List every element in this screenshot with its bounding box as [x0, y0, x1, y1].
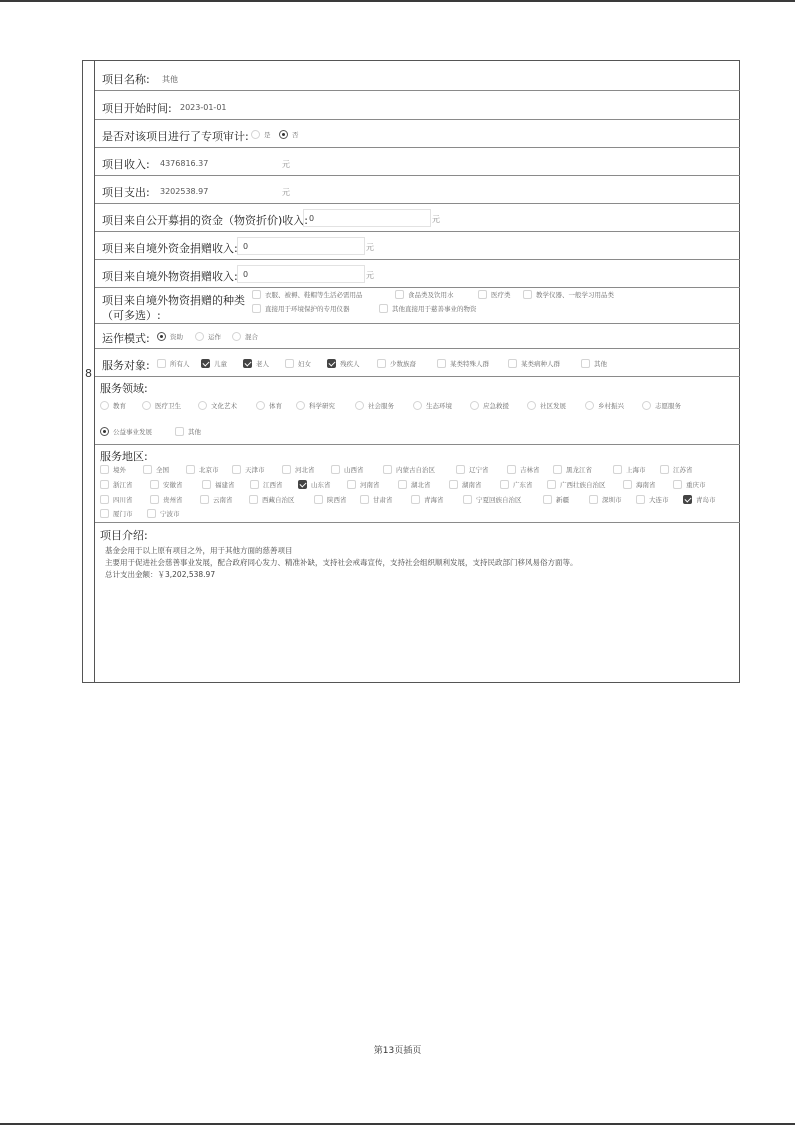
foreign-fund-row	[95, 232, 740, 260]
region-option[interactable]: 吉林省	[507, 465, 540, 474]
radio-icon	[198, 401, 207, 410]
region-option[interactable]: 北京市	[186, 465, 219, 474]
checkbox-icon	[411, 495, 420, 504]
region-option[interactable]: 湖南省	[449, 480, 482, 489]
operation-mode-label: 运作模式:	[102, 332, 150, 345]
checkbox-icon	[150, 480, 159, 489]
public-fund-unit: 元	[432, 215, 440, 224]
checkbox-icon	[147, 509, 156, 518]
checkbox-icon	[100, 480, 109, 489]
foreign-goods-label: 项目来自境外物资捐赠收入:	[102, 270, 238, 283]
goods-type-option[interactable]: 食品类及饮用水	[395, 290, 454, 299]
checkbox-icon	[314, 495, 323, 504]
region-option[interactable]: 湖北省	[398, 480, 431, 489]
scan-bottom-border	[0, 1123, 795, 1125]
introduction-line: 总计支出金额：￥3,202,538.97	[105, 570, 216, 579]
foreign-fund-input[interactable]: 0	[237, 237, 365, 255]
start-time-value: 2023-01-01	[180, 103, 227, 112]
region-option[interactable]: 黑龙江省	[553, 465, 592, 474]
region-option[interactable]: 天津市	[232, 465, 265, 474]
region-option[interactable]: 河北省	[282, 465, 315, 474]
project-name-row	[95, 61, 740, 91]
radio-icon	[470, 401, 479, 410]
introduction-text	[105, 545, 578, 581]
checkbox-icon	[437, 359, 446, 368]
service-target-option[interactable]: 少数族裔	[377, 359, 416, 368]
operation-mode-option-fund[interactable]: 资助	[157, 332, 183, 341]
checkbox-checked-icon	[201, 359, 210, 368]
project-name-label: 项目名称:	[102, 73, 150, 86]
region-option[interactable]: 深圳市	[589, 495, 622, 504]
checkbox-icon	[589, 495, 598, 504]
checkbox-icon	[673, 480, 682, 489]
checkbox-icon	[347, 480, 356, 489]
page-footer: 第13页插页	[373, 1046, 422, 1056]
audit-option-no[interactable]: 否	[279, 130, 299, 139]
checkbox-icon	[150, 495, 159, 504]
region-option[interactable]: 青海省	[411, 495, 444, 504]
checkbox-icon	[282, 465, 291, 474]
checkbox-icon	[100, 509, 109, 518]
public-fund-row	[95, 204, 740, 232]
service-field-option[interactable]: 其他	[175, 427, 201, 436]
service-targets-row	[95, 349, 740, 377]
radio-icon	[232, 332, 241, 341]
service-regions-label: 服务地区:	[100, 450, 148, 463]
audit-row	[95, 120, 740, 148]
audit-option-yes[interactable]: 是	[251, 130, 271, 139]
checkbox-icon	[285, 359, 294, 368]
expense-unit: 元	[282, 188, 290, 197]
checkbox-icon	[581, 359, 590, 368]
radio-selected-icon	[100, 427, 109, 436]
service-fields-row	[95, 377, 740, 445]
expense-label: 项目支出:	[102, 186, 150, 199]
region-option[interactable]: 上海市	[613, 465, 646, 474]
region-option[interactable]: 广西壮族自治区	[547, 480, 606, 489]
checkbox-icon	[395, 290, 404, 299]
project-name-value: 其他	[162, 75, 178, 84]
checkbox-icon	[449, 480, 458, 489]
region-option[interactable]: 陕西省	[314, 495, 347, 504]
service-field-option[interactable]: 社区发展	[527, 401, 566, 410]
service-target-option[interactable]: 所有人	[157, 359, 190, 368]
service-targets-label: 服务对象:	[102, 359, 150, 372]
checkbox-icon	[100, 495, 109, 504]
checkbox-icon	[157, 359, 166, 368]
checkbox-checked-icon	[683, 495, 692, 504]
income-value: 4376816.37	[160, 159, 209, 168]
checkbox-icon	[507, 465, 516, 474]
region-option[interactable]: 四川省	[100, 495, 133, 504]
service-field-option[interactable]: 医疗卫生	[142, 401, 181, 410]
checkbox-icon	[553, 465, 562, 474]
introduction-label: 项目介绍:	[100, 529, 148, 542]
checkbox-icon	[360, 495, 369, 504]
region-option[interactable]: 广东省	[500, 480, 533, 489]
region-option[interactable]: 厦门市	[100, 509, 133, 518]
row-number: 8	[85, 367, 92, 380]
operation-mode-option-operate[interactable]: 运作	[195, 332, 221, 341]
service-field-option[interactable]: 乡村振兴	[585, 401, 624, 410]
region-option[interactable]: 云南省	[200, 495, 233, 504]
service-field-option[interactable]: 生态环境	[413, 401, 452, 410]
region-option[interactable]: 新疆	[543, 495, 569, 504]
introduction-row	[95, 523, 740, 683]
checkbox-icon	[543, 495, 552, 504]
region-option[interactable]: 全国	[143, 465, 169, 474]
region-option[interactable]: 重庆市	[673, 480, 706, 489]
radio-icon	[642, 401, 651, 410]
service-field-option[interactable]: 科学研究	[296, 401, 335, 410]
row-number-column	[83, 61, 95, 682]
goods-types-sublabel: （可多选）:	[102, 309, 161, 322]
foreign-fund-unit: 元	[366, 243, 374, 252]
introduction-line: 基金会用于以上原有项目之外，用于其他方面的慈善项目	[105, 546, 293, 555]
region-option[interactable]: 内蒙古自治区	[383, 465, 435, 474]
radio-icon	[142, 401, 151, 410]
service-target-option[interactable]: 老人	[243, 359, 269, 368]
foreign-goods-row	[95, 260, 740, 288]
radio-icon	[355, 401, 364, 410]
checkbox-icon	[398, 480, 407, 489]
radio-icon	[585, 401, 594, 410]
checkbox-checked-icon	[298, 480, 307, 489]
checkbox-checked-icon	[243, 359, 252, 368]
checkbox-icon	[377, 359, 386, 368]
region-option[interactable]: 江苏省	[660, 465, 693, 474]
start-time-label: 项目开始时间:	[102, 102, 172, 115]
region-option[interactable]: 山西省	[331, 465, 364, 474]
checkbox-checked-icon	[327, 359, 336, 368]
region-option[interactable]: 海南省	[623, 480, 656, 489]
radio-icon	[195, 332, 204, 341]
income-row	[95, 148, 740, 176]
expense-value: 3202538.97	[160, 187, 209, 196]
radio-icon	[413, 401, 422, 410]
region-option[interactable]: 甘肃省	[360, 495, 393, 504]
service-target-option[interactable]: 某类特殊人群	[437, 359, 489, 368]
region-option[interactable]: 贵州省	[150, 495, 183, 504]
checkbox-icon	[660, 465, 669, 474]
goods-types-row	[95, 288, 740, 324]
checkbox-icon	[463, 495, 472, 504]
checkbox-icon	[186, 465, 195, 474]
checkbox-icon	[500, 480, 509, 489]
service-target-option[interactable]: 某类病种人群	[508, 359, 560, 368]
operation-mode-option-mixed[interactable]: 混合	[232, 332, 258, 341]
public-fund-input[interactable]: 0	[303, 209, 431, 227]
checkbox-icon	[250, 480, 259, 489]
goods-type-option[interactable]: 其他直接用于慈善事业的物资	[379, 304, 477, 313]
region-option[interactable]: 境外	[100, 465, 126, 474]
public-fund-label: 项目来自公开募捐的资金（物资折价)收入:	[102, 214, 308, 227]
audit-label: 是否对该项目进行了专项审计:	[102, 130, 249, 143]
radio-selected-icon	[157, 332, 166, 341]
expense-row	[95, 176, 740, 204]
checkbox-icon	[636, 495, 645, 504]
region-option[interactable]: 大连市	[636, 495, 669, 504]
checkbox-icon	[379, 304, 388, 313]
checkbox-icon	[143, 465, 152, 474]
income-unit: 元	[282, 160, 290, 169]
service-target-option[interactable]: 妇女	[285, 359, 311, 368]
goods-type-option[interactable]: 教学仪器、一般学习用品类	[523, 290, 614, 299]
radio-icon	[251, 130, 260, 139]
region-option[interactable]: 山东省	[298, 480, 331, 489]
service-field-option[interactable]: 志愿服务	[642, 401, 681, 410]
region-option[interactable]: 福建省	[202, 480, 235, 489]
foreign-fund-label: 项目来自境外资金捐赠收入:	[102, 242, 238, 255]
checkbox-icon	[383, 465, 392, 474]
region-option[interactable]: 青岛市	[683, 495, 716, 504]
goods-type-option[interactable]: 医疗类	[478, 290, 511, 299]
foreign-goods-unit: 元	[366, 271, 374, 280]
service-field-option[interactable]: 体育	[256, 401, 282, 410]
checkbox-icon	[100, 465, 109, 474]
checkbox-icon	[523, 290, 532, 299]
operation-mode-row	[95, 324, 740, 349]
region-option[interactable]: 安徽省	[150, 480, 183, 489]
radio-icon	[527, 401, 536, 410]
checkbox-icon	[252, 290, 261, 299]
checkbox-icon	[331, 465, 340, 474]
checkbox-icon	[232, 465, 241, 474]
checkbox-icon	[175, 427, 184, 436]
goods-type-option[interactable]: 衣服、被褥、鞋帽等生活必需用品	[252, 290, 363, 299]
checkbox-icon	[252, 304, 261, 313]
checkbox-icon	[456, 465, 465, 474]
service-regions-row	[95, 445, 740, 523]
region-option[interactable]: 江西省	[250, 480, 283, 489]
service-field-option[interactable]: 应急救援	[470, 401, 509, 410]
checkbox-icon	[202, 480, 211, 489]
service-field-option[interactable]: 公益事业发展	[100, 427, 152, 436]
checkbox-icon	[547, 480, 556, 489]
checkbox-icon	[613, 465, 622, 474]
goods-types-label: 项目来自境外物资捐赠的种类	[102, 294, 245, 307]
region-option[interactable]: 宁波市	[147, 509, 180, 518]
service-target-option[interactable]: 其他	[581, 359, 607, 368]
service-field-option[interactable]: 社会服务	[355, 401, 394, 410]
introduction-line: 主要用于促进社会慈善事业发展，配合政府同心发力、精准补缺，支持社会戒毒宣传，支持社会组织顺利发展，支持民政部门移风易俗方面等。	[105, 558, 578, 567]
checkbox-icon	[249, 495, 258, 504]
checkbox-icon	[508, 359, 517, 368]
scan-top-border	[0, 0, 795, 2]
project-form-table	[82, 60, 740, 683]
radio-icon	[256, 401, 265, 410]
radio-selected-icon	[279, 130, 288, 139]
region-option[interactable]: 河南省	[347, 480, 380, 489]
checkbox-icon	[623, 480, 632, 489]
radio-icon	[100, 401, 109, 410]
service-target-option[interactable]: 残疾人	[327, 359, 360, 368]
checkbox-icon	[200, 495, 209, 504]
service-target-option[interactable]: 儿童	[201, 359, 227, 368]
region-option[interactable]: 西藏自治区	[249, 495, 295, 504]
region-option[interactable]: 辽宁省	[456, 465, 489, 474]
goods-type-option[interactable]: 直接用于环境保护的专用仪器	[252, 304, 350, 313]
region-option[interactable]: 浙江省	[100, 480, 133, 489]
service-field-option[interactable]: 教育	[100, 401, 126, 410]
region-option[interactable]: 宁夏回族自治区	[463, 495, 522, 504]
service-fields-label: 服务领域:	[100, 382, 148, 395]
checkbox-icon	[478, 290, 487, 299]
radio-icon	[296, 401, 305, 410]
foreign-goods-input[interactable]: 0	[237, 265, 365, 283]
service-field-option[interactable]: 文化艺术	[198, 401, 237, 410]
start-time-row	[95, 91, 740, 120]
income-label: 项目收入:	[102, 158, 150, 171]
